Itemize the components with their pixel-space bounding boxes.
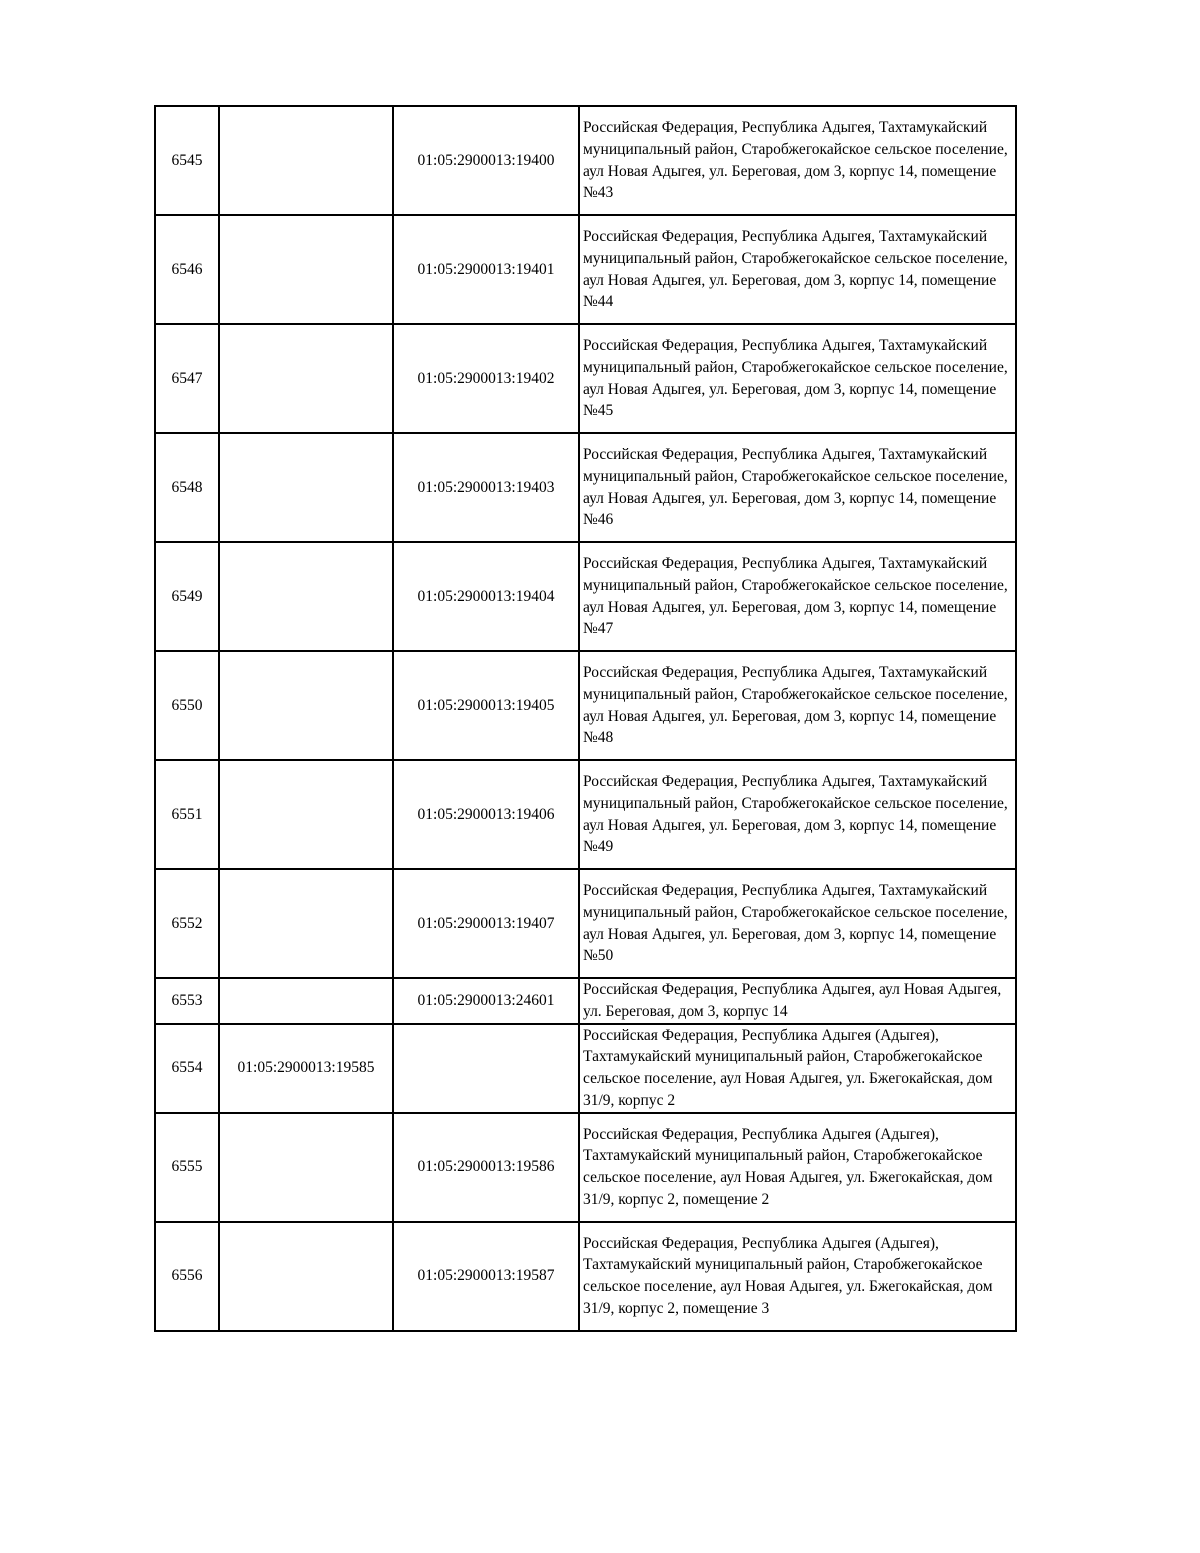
table-row [155,215,1016,324]
room-cadastral-number: 01:05:2900013:24601 [393,978,579,1024]
row-number: 6553 [155,978,219,1024]
table-row [155,978,1016,1024]
room-cadastral-number: 01:05:2900013:19407 [393,869,579,978]
address-cell: Российская Федерация, Республика Адыгея, Тахтамукайский муниципальный район, Старобжегокайское сельское поселение, аул Новая Адыгея, ул. Береговая, дом 3, корпус 14, помещение №48 [579,651,1016,760]
room-cadastral-number: 01:05:2900013:19404 [393,542,579,651]
address-cell: Российская Федерация, Республика Адыгея, Тахтамукайский муниципальный район, Старобжегокайское сельское поселение, аул Новая Адыгея, ул. Береговая, дом 3, корпус 14, помещение №45 [579,324,1016,433]
building-cadastral-number: 01:05:2900013:19585 [219,1024,393,1113]
table-row [155,869,1016,978]
address-cell: Российская Федерация, Республика Адыгея, Тахтамукайский муниципальный район, Старобжегокайское сельское поселение, аул Новая Адыгея, ул. Береговая, дом 3, корпус 14, помещение №46 [579,433,1016,542]
table-row [155,433,1016,542]
building-cadastral-number [219,215,393,324]
building-cadastral-number [219,542,393,651]
room-cadastral-number [393,1024,579,1113]
room-cadastral-number: 01:05:2900013:19400 [393,106,579,215]
address-cell: Российская Федерация, Республика Адыгея, Тахтамукайский муниципальный район, Старобжегокайское сельское поселение, аул Новая Адыгея, ул. Береговая, дом 3, корпус 14, помещение №49 [579,760,1016,869]
table-row [155,651,1016,760]
room-cadastral-number: 01:05:2900013:19406 [393,760,579,869]
row-number: 6548 [155,433,219,542]
room-cadastral-number: 01:05:2900013:19586 [393,1113,579,1222]
address-cell: Российская Федерация, Республика Адыгея, Тахтамукайский муниципальный район, Старобжегокайское сельское поселение, аул Новая Адыгея, ул. Береговая, дом 3, корпус 14, помещение №44 [579,215,1016,324]
address-cell: Российская Федерация, Республика Адыгея, аул Новая Адыгея, ул. Береговая, дом 3, корпус 14 [579,978,1016,1024]
building-cadastral-number [219,651,393,760]
row-number: 6549 [155,542,219,651]
row-number: 6556 [155,1222,219,1331]
row-number: 6554 [155,1024,219,1113]
address-cell: Российская Федерация, Республика Адыгея (Адыгея), Тахтамукайский муниципальный район, Старобжегокайское сельское поселение, аул Новая Адыгея, ул. Бжегокайская, дом 31/9, корпус 2, помещение 3 [579,1222,1016,1331]
room-cadastral-number: 01:05:2900013:19401 [393,215,579,324]
building-cadastral-number [219,760,393,869]
room-cadastral-number: 01:05:2900013:19587 [393,1222,579,1331]
address-cell: Российская Федерация, Республика Адыгея (Адыгея), Тахтамукайский муниципальный район, Старобжегокайское сельское поселение, аул Новая Адыгея, ул. Бжегокайская, дом 31/9, корпус 2, помещение 2 [579,1113,1016,1222]
address-cell: Российская Федерация, Республика Адыгея, Тахтамукайский муниципальный район, Старобжегокайское сельское поселение, аул Новая Адыгея, ул. Береговая, дом 3, корпус 14, помещение №50 [579,869,1016,978]
address-cell: Российская Федерация, Республика Адыгея (Адыгея), Тахтамукайский муниципальный район, Старобжегокайское сельское поселение, аул Новая Адыгея, ул. Бжегокайская, дом 31/9, корпус 2 [579,1024,1016,1113]
building-cadastral-number [219,433,393,542]
address-cell: Российская Федерация, Республика Адыгея, Тахтамукайский муниципальный район, Старобжегокайское сельское поселение, аул Новая Адыгея, ул. Береговая, дом 3, корпус 14, помещение №43 [579,106,1016,215]
address-cell: Российская Федерация, Республика Адыгея, Тахтамукайский муниципальный район, Старобжегокайское сельское поселение, аул Новая Адыгея, ул. Береговая, дом 3, корпус 14, помещение №47 [579,542,1016,651]
building-cadastral-number [219,978,393,1024]
room-cadastral-number: 01:05:2900013:19405 [393,651,579,760]
table-row [155,1113,1016,1222]
table-row [155,106,1016,215]
row-number: 6555 [155,1113,219,1222]
room-cadastral-number: 01:05:2900013:19402 [393,324,579,433]
building-cadastral-number [219,869,393,978]
building-cadastral-number [219,1222,393,1331]
table-row [155,324,1016,433]
room-cadastral-number: 01:05:2900013:19403 [393,433,579,542]
building-cadastral-number [219,106,393,215]
row-number: 6552 [155,869,219,978]
table-row [155,542,1016,651]
row-number: 6551 [155,760,219,869]
building-cadastral-number [219,324,393,433]
building-cadastral-number [219,1113,393,1222]
row-number: 6545 [155,106,219,215]
table-row [155,760,1016,869]
row-number: 6547 [155,324,219,433]
row-number: 6550 [155,651,219,760]
row-number: 6546 [155,215,219,324]
table-row [155,1024,1016,1113]
table-row [155,1222,1016,1331]
property-registry-table [154,105,1017,1332]
